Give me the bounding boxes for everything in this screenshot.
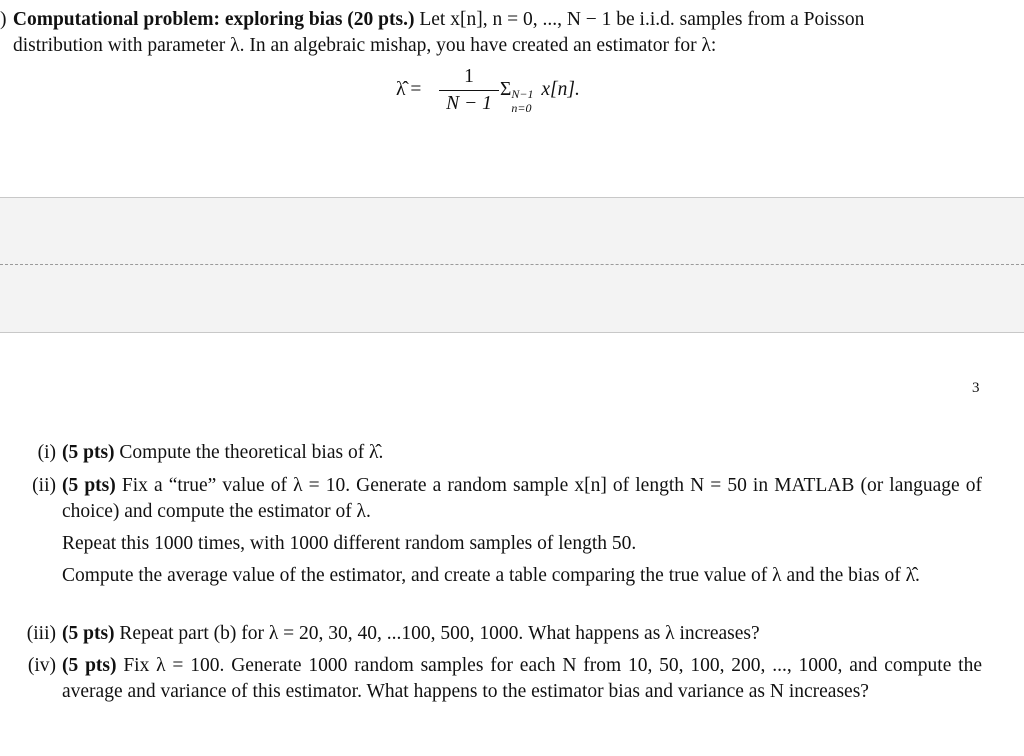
part-points: (5 pts) — [62, 623, 115, 644]
part-points: (5 pts) — [62, 442, 115, 463]
formula-denominator: N − 1 — [446, 93, 492, 114]
part-body — [62, 653, 982, 705]
part-text: Fix a “true” value of λ = 10. Generate a random sample x[n] of length N = 50 in MATLAB (or language of choice) and compute the estimator of λ. — [62, 475, 982, 522]
problem-title: Computational problem: exploring bias (20 pts.) — [12, 9, 415, 30]
part-body — [62, 621, 982, 647]
sum-upper-limit: N−1 — [511, 87, 534, 101]
problem-line-1 — [0, 7, 1010, 33]
page-break-band — [0, 197, 1024, 333]
part-label: (iii) — [26, 623, 56, 644]
problem-line-2: distribution with parameter λ. In an algebraic mishap, you have created an estimator for λ: — [13, 35, 717, 56]
bullet-mark: ) — [0, 9, 7, 30]
part-body — [62, 473, 982, 525]
part-points: (5 pts) — [62, 475, 116, 496]
part-text: Compute the theoretical bias of λ̂. — [114, 442, 384, 463]
part-body — [62, 440, 982, 466]
part-ii-paragraph-2: Repeat this 1000 times, with 1000 different random samples of length 50. — [62, 533, 637, 554]
part-ii-paragraph-3: Compute the average value of the estimator, and create a table comparing the true value of λ and the bias of λ̂. — [62, 565, 920, 586]
formula-lhs: λ̂ = — [396, 79, 422, 100]
sum-summand: x[n]. — [541, 79, 580, 100]
fraction-bar — [439, 90, 499, 91]
sum-lower-limit: n=0 — [511, 101, 532, 115]
formula-fraction — [439, 66, 499, 115]
part-text: Repeat part (b) for λ = 20, 30, 40, ...100, 500, 1000. What happens as λ increases? — [114, 623, 760, 644]
formula-numerator: 1 — [464, 66, 474, 87]
dashed-separator — [0, 264, 1024, 265]
part-label: (ii) — [32, 475, 56, 496]
page-number: 3 — [972, 380, 980, 396]
part-label: (i) — [37, 442, 56, 463]
part-label: (iv) — [27, 655, 56, 676]
sum-symbol: Σ — [500, 79, 512, 100]
part-points: (5 pts) — [62, 655, 117, 676]
part-text: Fix λ = 100. Generate 1000 random samples for each N from 10, 50, 100, 200, ..., 1000, and compute the average and variance of this estimator. What happens to the estimator bias and variance as N increases? — [62, 655, 983, 702]
problem-statement — [0, 7, 1010, 59]
formula-sum — [500, 79, 580, 115]
problem-intro-text: Let x[n], n = 0, ..., N − 1 be i.i.d. samples from a Poisson — [414, 9, 865, 30]
